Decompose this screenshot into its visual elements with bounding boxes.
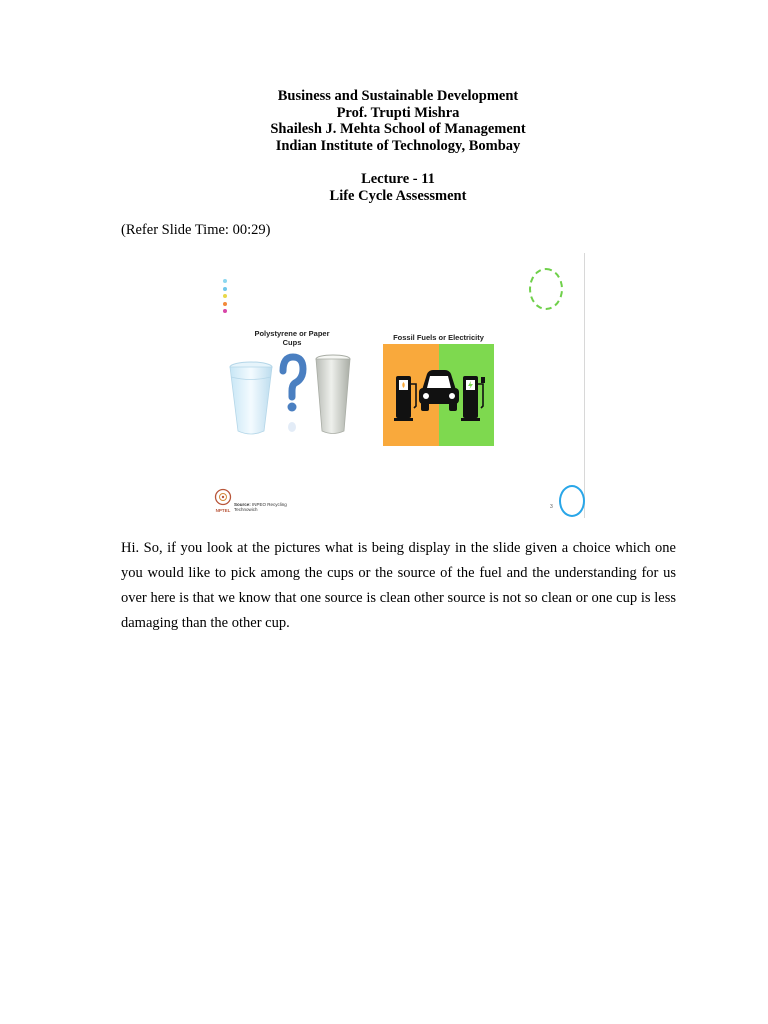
lecture-slide-image (210, 253, 585, 518)
dot (223, 302, 227, 306)
professor-name: Prof. Trupti Mishra (336, 104, 460, 121)
fuel-vs-electric-icon (383, 344, 494, 446)
cups-question-icon (225, 349, 355, 449)
cups-title: Polystyrene or Paper Cups (254, 329, 330, 347)
blue-circle-decoration (559, 485, 585, 517)
decorative-dots (223, 279, 227, 317)
nptel-logo (213, 488, 233, 514)
slide-source-note: Source: INPEO Recycling Technowich (234, 502, 287, 512)
school-name: Shailesh J. Mehta School of Management (270, 121, 526, 137)
dot (223, 294, 227, 298)
course-title: Business and Sustainable Development (277, 88, 519, 104)
dot (223, 309, 227, 313)
body-paragraph: Hi. So, if you look at the pictures what is being display in the slide given a choice which one you would like to pick among the cups or the source of the fuel and the understanding for us over here is that we know that one source is clean other source is not so clean or one cup is less damaging than the other cup. (121, 540, 676, 631)
lecture-number: Lecture - 11 (361, 171, 435, 187)
lecture-topic: Life Cycle Assessment (329, 187, 467, 204)
document-header (0, 88, 768, 204)
institute-name: Indian Institute of Technology, Bombay (275, 137, 521, 154)
fuel-title: Fossil Fuels or Electricity (393, 333, 484, 342)
dot (223, 287, 227, 291)
dot (223, 279, 227, 283)
svg-text:NPTEL: NPTEL (215, 508, 231, 513)
slide-page-number: 3 (550, 504, 553, 510)
dashed-circle-decoration (529, 268, 563, 310)
refer-slide-time: (Refer Slide Time: 00:29) (121, 222, 271, 238)
